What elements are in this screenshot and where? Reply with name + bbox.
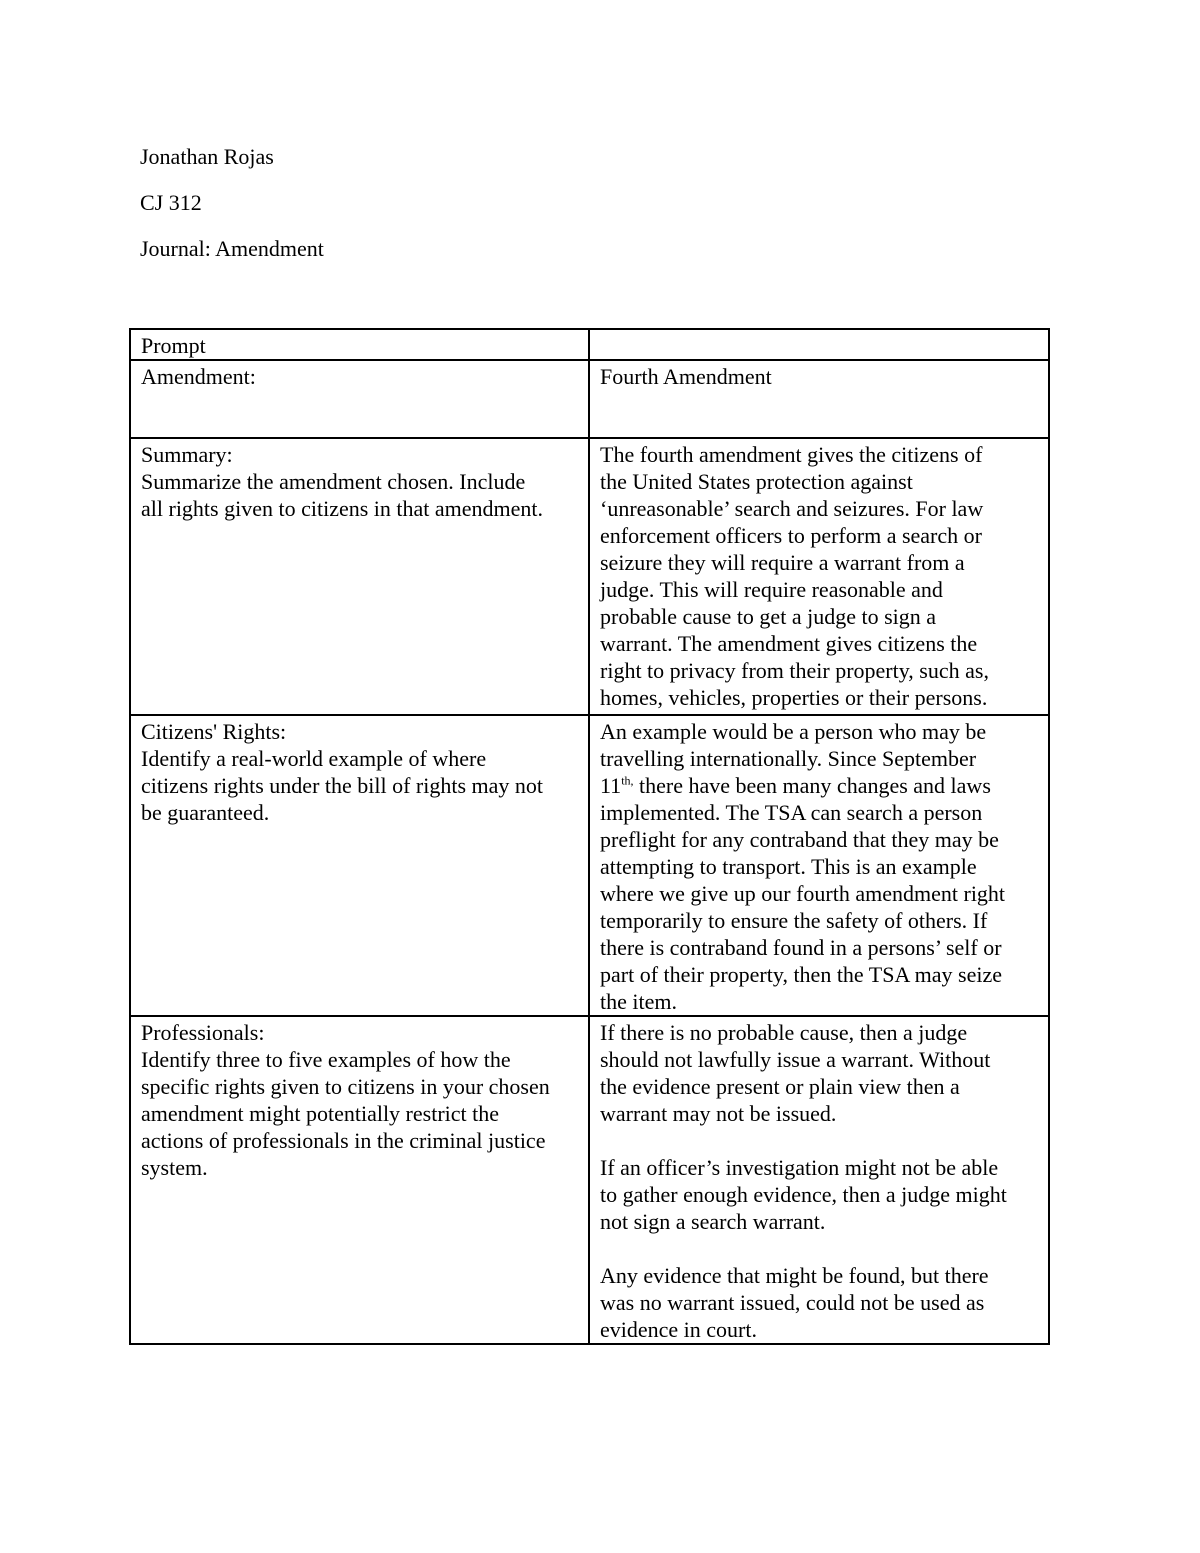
citizens-answer-rest: there have been many changes and laws implemented. The TSA can search a person preflight for any contraband that they may be attempting to transport. This is an example where we give up our fourth amendment right temporarily to ensure the safety of others. If there is contraband found in a persons’ self or part of their property, then the TSA may seize the item. [600,773,1006,1014]
citizens-rights-answer [600,718,1040,1015]
amendment-value: Fourth Amendment [600,364,772,389]
summary-description: Summarize the amendment chosen. Include all rights given to citizens in that amendment. [141,469,544,521]
professionals-label: Professionals: [141,1020,265,1045]
course-code: CJ 312 [140,190,202,215]
table-row-amendment [130,360,1049,438]
professionals-label-cell [130,1016,589,1344]
citizens-rights-label: Citizens' Rights: [141,719,287,744]
document-title: Journal: Amendment [140,236,324,261]
citizens-answer-intro: An example would be a person who may be travelling internationally. Since September 11 [600,719,987,798]
prompt-label-cell [130,329,589,360]
table-row-citizens-rights [130,715,1049,1016]
summary-label: Summary: [141,442,233,467]
amendment-label: Amendment: [141,364,256,389]
prompt-label: Prompt [141,333,206,358]
professionals-answer-2: If an officer’s investigation might not be able to gather enough evidence, then a judge might not sign a search warrant. [600,1155,1007,1234]
professionals-answer-1: If there is no probable cause, then a judge should not lawfully issue a warrant. Without the evidence present or plain view then a warrant may not be issued. [600,1020,991,1126]
professionals-answer-cell [589,1016,1049,1344]
summary-label-cell [130,438,589,715]
prompt-value-cell [589,329,1049,360]
table-row-prompt [130,329,1049,360]
author-name: Jonathan Rojas [140,144,274,169]
professionals-description: Identify three to five examples of how the specific rights given to citizens in your chosen amendment might potentially restrict the actions of professionals in the criminal justice system. [141,1047,550,1180]
citizens-rights-description: Identify a real-world example of where citizens rights under the bill of rights may not be guaranteed. [141,746,544,825]
table-row-summary [130,438,1049,715]
amendment-table [129,328,1050,1345]
table-row-professionals [130,1016,1049,1344]
citizens-label-cell [130,715,589,1016]
citizens-answer-cell [589,715,1049,1016]
ordinal-suffix: th, [621,773,634,788]
amendment-label-cell [130,360,589,438]
professionals-answer-3: Any evidence that might be found, but there was no warrant issued, could not be used as evidence in court. [600,1263,989,1342]
amendment-value-cell [589,360,1049,438]
summary-answer: The fourth amendment gives the citizens of the United States protection against ‘unreasonable’ search and seizures. For law enforcement officers to perform a search or seizure they will require a warrant from a judge. This will require reasonable and probable cause to get a judge to sign a warrant. The amendment gives citizens the right to privacy from their property, such as, homes, vehicles, properties or their persons. [600,442,989,710]
summary-answer-cell [589,438,1049,715]
